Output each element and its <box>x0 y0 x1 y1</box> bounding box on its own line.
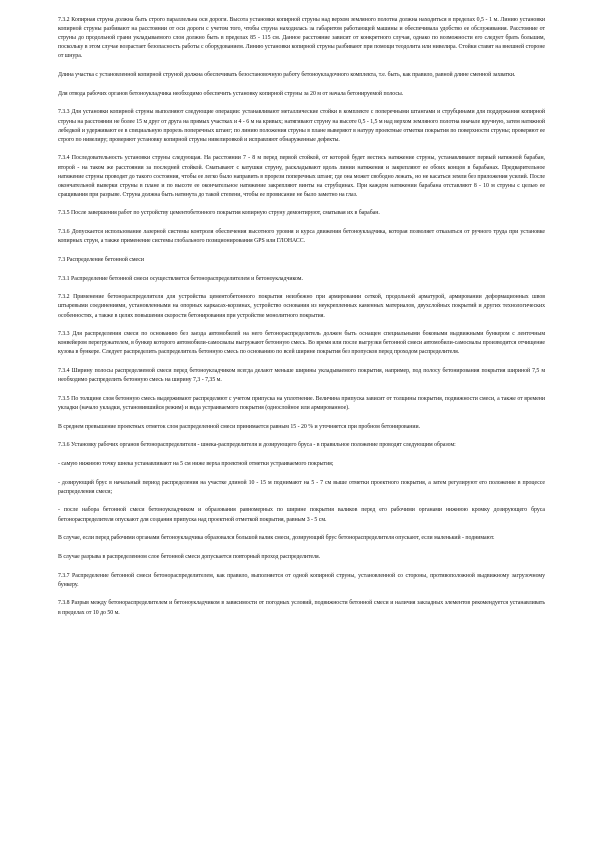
paragraph-7-3-1-distribution: 7.3.1 Распределение бетонной смеси осуществляется бетонораспределителем и бетоноукладчиком. <box>58 275 303 282</box>
paragraph-string-length: Длина участка с установленной копирной струной должна обеспечивать безостановочную работу бетоноукладочного комплекта, т.е. быть, как правило, равной длине сменной захватки. <box>58 72 516 79</box>
paragraph-7-3-5-thickness-allowance: 7.3.5 По толщине слоя бетонную смесь выдерживают распределяют с учетом припуска на уплотнение. Величина припуска зависит от толщины покрытия, подвижности смеси, а также от времени укладки (начало укладки, установившийся режим) и вида устраиваемого покрытия (однослойное или армированное). <box>58 395 545 411</box>
paragraph-7-3-5-string-removal: 7.3.5 После завершения работ по устройству цементобетонного покрытия копирную струну демонтируют, сматывая их в барабан. <box>58 210 380 217</box>
paragraph-7-3-8-gap-distance: 7.3.8 Разрыв между бетонораспределителем и бетоноукладчиком в зависимости от погодных условий, подвижности бетонной смеси и наличия закладных элементов рекомендуется устанавливать в пределах от 10 до 50 м. <box>58 600 545 616</box>
paragraph-string-offset: Для отвода рабочих органов бетоноукладчика необходимо обеспечить установку копирной струны за 20 м от начала бетонируемой полосы. <box>58 90 404 97</box>
paragraph-gap-repeat-pass: В случае разрыва в распределенном слое бетонной смеси допускается повторный проход распределителя. <box>58 553 321 560</box>
paragraph-7-3-6-laser-control: 7.3.6 Допускается использование лазерной системы контроля обеспечения высотного уровня и курса движения бетоноукладчика, которая позволяет отказаться от ручного труда при установке копирных струн, а также применение системы глобального позиционирования GPS или ГЛОНАСС. <box>58 229 545 245</box>
section-heading-concrete-distribution: 7.3 Распределение бетонной смеси <box>58 256 144 263</box>
list-item-dosing-beam-lowering: - после набора бетонной смеси бетоноукладчиком и образования равномерных по ширине покрытия валиков перед его рабочими органами нижнюю кромку дозирующего бруса бетонораспределителя опускают для создания припуска над проектной отметкой покрытия, равным 3 - 5 см. <box>58 507 545 523</box>
list-item-auger-position: - самую нижнюю точку шнека устанавливают на 5 см ниже верха проектной отметки устраиваемого покрытия; <box>58 461 334 467</box>
paragraph-7-3-3-string-setup: 7.3.3 Для установки копирной струны выполняют следующие операции: устанавливают металлические стойки в комплекте с поперечными штангами и струбцинами для поддержания копирной струны на расстоянии не более 15 м друг от друга на прямых участках и 4 - 6 м на кривых; натягивают струну на высоте 0,5 - 1,5 м над верхом земляного полотна вначале вручную, затем натяжной лебедкой и удерживают ее в специальную прорезь поперечных штанг; по линию положения струны в плане выверяют в натуру проектные отметки покрытия по поверхности струны; проверяют ее строго по нивелиру; проверяют установку копирной струны нивелировкой и исправляют обнаруженные дефекты. <box>58 109 545 143</box>
paragraph-7-3-7-single-string: 7.3.7 Распределение бетонной смеси бетонораспределителем, как правило, выполняется от одной копирной струны, установленной со стороны, противоположной выдвижному загрузочному бункеру. <box>58 572 545 588</box>
paragraph-roller-adjustment: В случае, если перед рабочими органами бетоноукладчика образовался большой валик смеси, дозирующий брус бетонораспределителя опускают, если маленький - поднимают. <box>58 535 495 542</box>
paragraph-7-3-4-strip-width: 7.3.4 Ширину полосы распределяемой смеси перед бетоноукладчиком всегда делают меньше ширины укладываемого покрытия, например, под полосу бетонирования покрытия шириной 7,5 м необходимо распределить бетонную смесь на ширину 7,3 - 7,35 м. <box>58 368 545 384</box>
paragraph-7-3-4-string-sequence: 7.3.4 Последовательность установки струны следующая. На расстоянии 7 - 8 м перед первой стойкой, от которой будет вестись натяжение струны, устанавливают первый натяжной барабан, второй - на таком же расстоянии за последней стойкой. Сматывают с катушки струну, раскладывают вдоль линии натяжения и закрепляют ее обоих концов в барабанах. Предварительное натяжение струны проводят до такого состояния, чтобы ее легко было направить в прорези поперечных штанг, где она может свободно лежать, но не касаться земли без приложения усилий. После окончательной выверки струны в плане и по высоте ее окончательное натяжение закрепляют винты на струбцинах. При каждом натяжении барабана отставляют 8 - 10 м струны с целью ее сращивания при разрыве. Струна должна быть натянута до такой степени, чтобы ее провисание не было заметно на глаз. <box>58 155 545 198</box>
paragraph-elevation-excess: В среднем превышение проектных отметок слоя распределенной смеси принимается равным 15 - 20 % и уточняется при пробном бетонировании. <box>58 423 421 430</box>
paragraph-7-3-6-working-bodies: 7.3.6 Установку рабочих органов бетонораспределителя - шнека-распределителя и дозирующего бруса - в правильное положение проводят следующим образом: <box>58 442 456 449</box>
paragraph-7-3-2-copy-string: 7.3.2 Копирная струна должна быть строго параллельна оси дороги. Высота установки копирной струны над верхом земляного полотна должна находиться в пределах 0,5 - 1 м. Линию установки копирной струны разбивают на расстоянии от оси дороги с учетом того, чтобы струна находилась за габаритом работающей машины и обеспечивала удобство ее обслуживания. Расстояние от струны до продольной грани укладываемого слоя должно быть в пределах 85 - 115 см. Данное расстояние зависит от конкретного случая, однако по возможности его следует брать большим, поскольку в этом случае возрастает безопасность работы с оборудованием. Линию установки копирной струны разбивают при помощи теодолита или нивелира. Стойки ставят на внешней стороне от шнура. <box>58 17 545 60</box>
list-item-dosing-beam-initial: - дозирующий брус в начальный период распределения на участке длиной 10 - 15 м поднимают на 5 - 7 см выше отметки проектного покрытия, а затем регулируют его положение в процессе распределения смеси; <box>58 479 545 495</box>
paragraph-7-3-2-distributor-use: 7.3.2 Применение бетонораспределителя для устройства цементобетонного покрытия неизбежно при армировании сеткой, продольной арматурой, армировании деформационных швов штыревыми соединениями, установленными на опорных каркасах-корзинах, устройство основания из неукрепленных каменных материалов, двухслойных покрытий и других технологических особенностях, а также в целях повышения скорости бетонирования при устройстве монолитного покрытия. <box>58 294 545 319</box>
paragraph-7-3-3-side-hopper: 7.3.3 Для распределения смеси по основанию без заезда автомобилей на него бетонораспределитель должен быть оснащен специальными боковыми выдвижными бункером с ленточным конвейером перегружателем, в бункер которого автомобили-самосвалы выгружают бетонную смесь. Во время или после выгрузки бетонной смеси автомобили-самосвалы производится отчищение кузова в бункере. Следует распределить распределитель бетонную смесь по основанию по всей ширине покрытия без пропусков перед проходом распределителя. <box>58 331 545 356</box>
